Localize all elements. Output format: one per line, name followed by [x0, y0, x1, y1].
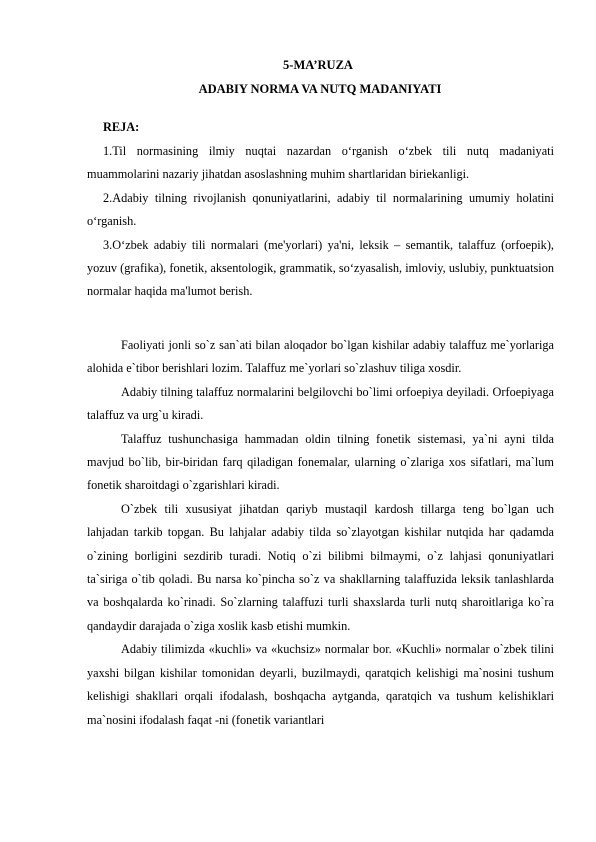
paragraph-4: O`zbek tili xususiyat jihatdan qariyb mustaqil kardosh tillarga teng bo`lgan uch lahjadan tarkib topgan. Bu lahjalar adabiy tilda so`zlayotgan kishilar nutqida har qadamda o`zining borligini sezdirib turadi. Notiq o`zi bilibmi bilmaymi, o`z lahjasi qonuniyatlari ta`siriga o`tib qoladi. Bu narsa ko`pincha so`z va shakllarning talaffuzida leksik tanlashlarda va boshqalarda ko`rinadi. So`zlarning talaffuzi turli shaxslarda turli nutq sharoitlariga ko`ra qandaydir darajada o`ziga xoslik kasb etishi mumkin. — [87, 501, 554, 633]
paragraph-1: Faoliyati jonli so`z san`ati bilan aloqador bo`lgan kishilar adabiy talaffuz me`yorlariga alohida e`tibor berishlari lozim. Talaffuz me`yorlari so`zlashuv tiliga xosdir. — [87, 338, 554, 376]
plan-item-3: 3.O‘zbek adabiy tili normalari (me'yorlari) ya'ni, leksik – semantik, talaffuz (orfoepik), yozuv (grafika), fonetik, aksentologik, grammatik, so‘zyasalish, imloviy, uslubiy, punktuatsion normalar haqida ma'lumot berish. — [87, 237, 554, 299]
plan-item-2: 2.Adabiy tilning rivojlanish qonuniyatlarini, adabiy til normalarining umumiy holatini o‘rganish. — [87, 190, 554, 229]
paragraph-2: Adabiy tilning talaffuz normalarini belgilovchi bo`limi orfoepiya deyiladi. Orfoepiyaga talaffuz va urg`u kiradi. — [87, 384, 554, 423]
lecture-topic-title: ADABIY NORMA VA NUTQ MADANIYATI — [198, 82, 442, 96]
paragraph-5: Adabiy tilimizda «kuchli» va «kuchsiz» normalar bor. «Kuchli» normalar o`zbek tilini yaxshi bilgan kishilar tomonidan deyarli, buzilmaydi, qaratqich kelishigi ma`nosini tushum kelishigi shakllari orqali ifodalash, boshqacha aytganda, qaratqich va tushum kelishiklari ma`nosini ifodalash faqat -ni (fonetik variantlari — [87, 642, 554, 727]
lecture-body — [87, 334, 554, 732]
plan-heading: REJA: — [103, 120, 140, 134]
paragraph-3: Talaffuz tushunchasiga hammadan oldin tilning fonetik sistemasi, ya`ni ayni tilda mavjud bo`lib, bir-biridan farq qiladigan fonemalar, ularning o`zlariga xos sifatlari, ma`lum fonetik sharoitdagi o`zgarishlari kiradi. — [87, 431, 554, 493]
plan-item-1: 1.Til normasining ilmiy nuqtai nazardan o‘rganish o‘zbek tili nutq madaniyati muammolarini nazariy jihatdan asoslashning muhim shartlaridan biriekanligi. — [87, 144, 554, 182]
lecture-number-title: 5-MA’RUZA — [283, 58, 353, 72]
plan-list — [87, 140, 554, 304]
